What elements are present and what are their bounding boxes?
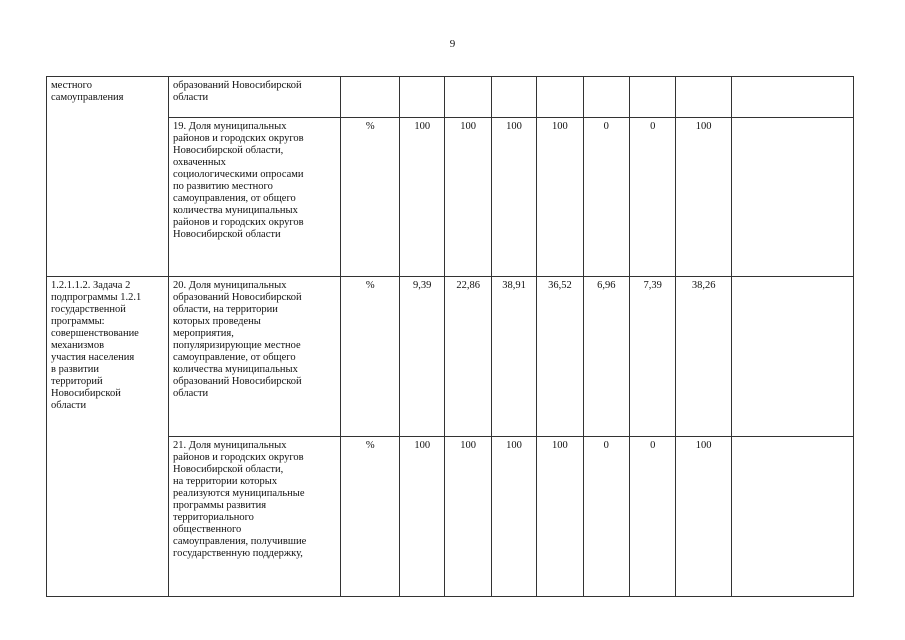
value-cell-text: 100 <box>552 440 568 451</box>
indicator-cell-text: 21. Доля муниципальных районов и городских округов Новосибирской области, на территории которых реализуются муниципальные программы развития территориального общественного самоуправления, получившие государственную поддержку, <box>173 440 307 559</box>
value-cell-text: 0 <box>650 121 656 132</box>
value-cell-text: 38,91 <box>502 280 526 291</box>
note-cell <box>731 437 853 597</box>
value-cell-text: 100 <box>506 440 522 451</box>
value-cell <box>445 277 491 437</box>
goal-cell-text: местного самоуправления <box>51 80 124 103</box>
value-cell-text: 6,96 <box>597 280 616 291</box>
value-cell-text: 22,86 <box>456 280 480 291</box>
value-cell-text: 100 <box>695 440 712 451</box>
value-cell <box>491 77 536 118</box>
value-cell <box>445 118 491 277</box>
value-cell <box>676 118 731 277</box>
value-cell <box>630 118 676 277</box>
value-cell <box>676 437 731 597</box>
value-cell-text: 7,39 <box>643 280 662 291</box>
value-cell <box>491 118 536 277</box>
unit-cell-text: % <box>365 280 375 291</box>
value-cell-text: 100 <box>414 121 431 132</box>
indicator-cell-text: образований Новосибирской области <box>173 80 302 103</box>
value-cell <box>400 277 445 437</box>
note-cell <box>731 118 853 277</box>
value-cell <box>583 437 629 597</box>
page-number: 9 <box>449 38 456 50</box>
value-cell <box>491 277 536 437</box>
value-cell-text: 100 <box>460 121 476 132</box>
value-cell <box>400 77 445 118</box>
value-cell-text: 38,26 <box>691 280 716 291</box>
unit-cell <box>340 118 400 277</box>
value-cell-text: 100 <box>414 440 431 451</box>
value-cell <box>583 118 629 277</box>
value-cell <box>676 77 731 118</box>
value-cell-text: 100 <box>552 121 568 132</box>
value-cell <box>630 277 676 437</box>
value-cell <box>630 77 676 118</box>
value-cell <box>583 77 629 118</box>
value-cell-text: 9,39 <box>413 280 432 291</box>
indicator-cell-text: 20. Доля муниципальных образований Новосибирской области, на территории которых проведены мероприятия, популяризирующие местное самоуправление, от общего количества муниципальных образований Новосибирской области <box>173 280 302 399</box>
indicator-table <box>46 76 854 597</box>
value-cell <box>676 277 731 437</box>
table-body <box>47 77 854 597</box>
note-cell <box>731 277 853 437</box>
table-row <box>47 77 854 118</box>
value-cell <box>491 437 536 597</box>
value-cell <box>537 77 583 118</box>
indicator-cell-text: 19. Доля муниципальных районов и городских округов Новосибирской области, охваченных социологическими опросами по развитию местного самоуправления, от общего количества муниципальных районов и городских округов Новосибирской области <box>173 121 304 240</box>
value-cell-text: 100 <box>695 121 712 132</box>
value-cell <box>445 77 491 118</box>
table-row <box>47 277 854 437</box>
value-cell <box>630 437 676 597</box>
unit-cell <box>340 277 400 437</box>
indicator-cell <box>169 118 340 277</box>
value-cell-text: 36,52 <box>548 280 572 291</box>
value-cell <box>537 437 583 597</box>
value-cell <box>583 277 629 437</box>
value-cell <box>400 118 445 277</box>
value-cell-text: 100 <box>460 440 476 451</box>
indicator-cell <box>169 77 340 118</box>
value-cell <box>445 437 491 597</box>
value-cell-text: 100 <box>506 121 522 132</box>
indicator-cell <box>169 437 340 597</box>
value-cell <box>537 118 583 277</box>
indicator-cell <box>169 277 340 437</box>
unit-cell <box>340 77 400 118</box>
goal-cell <box>47 277 169 597</box>
value-cell <box>537 277 583 437</box>
unit-cell-text: % <box>365 121 375 132</box>
goal-cell <box>47 77 169 277</box>
value-cell-text: 0 <box>603 121 609 132</box>
unit-cell <box>340 437 400 597</box>
unit-cell-text: % <box>365 440 375 451</box>
note-cell <box>731 77 853 118</box>
value-cell-text: 0 <box>603 440 609 451</box>
value-cell <box>400 437 445 597</box>
goal-cell-text: 1.2.1.1.2. Задача 2 подпрограммы 1.2.1 государственной программы: совершенствование механизмов участия населения в развитии территорий Новосибирской области <box>51 280 142 411</box>
value-cell-text: 0 <box>650 440 656 451</box>
